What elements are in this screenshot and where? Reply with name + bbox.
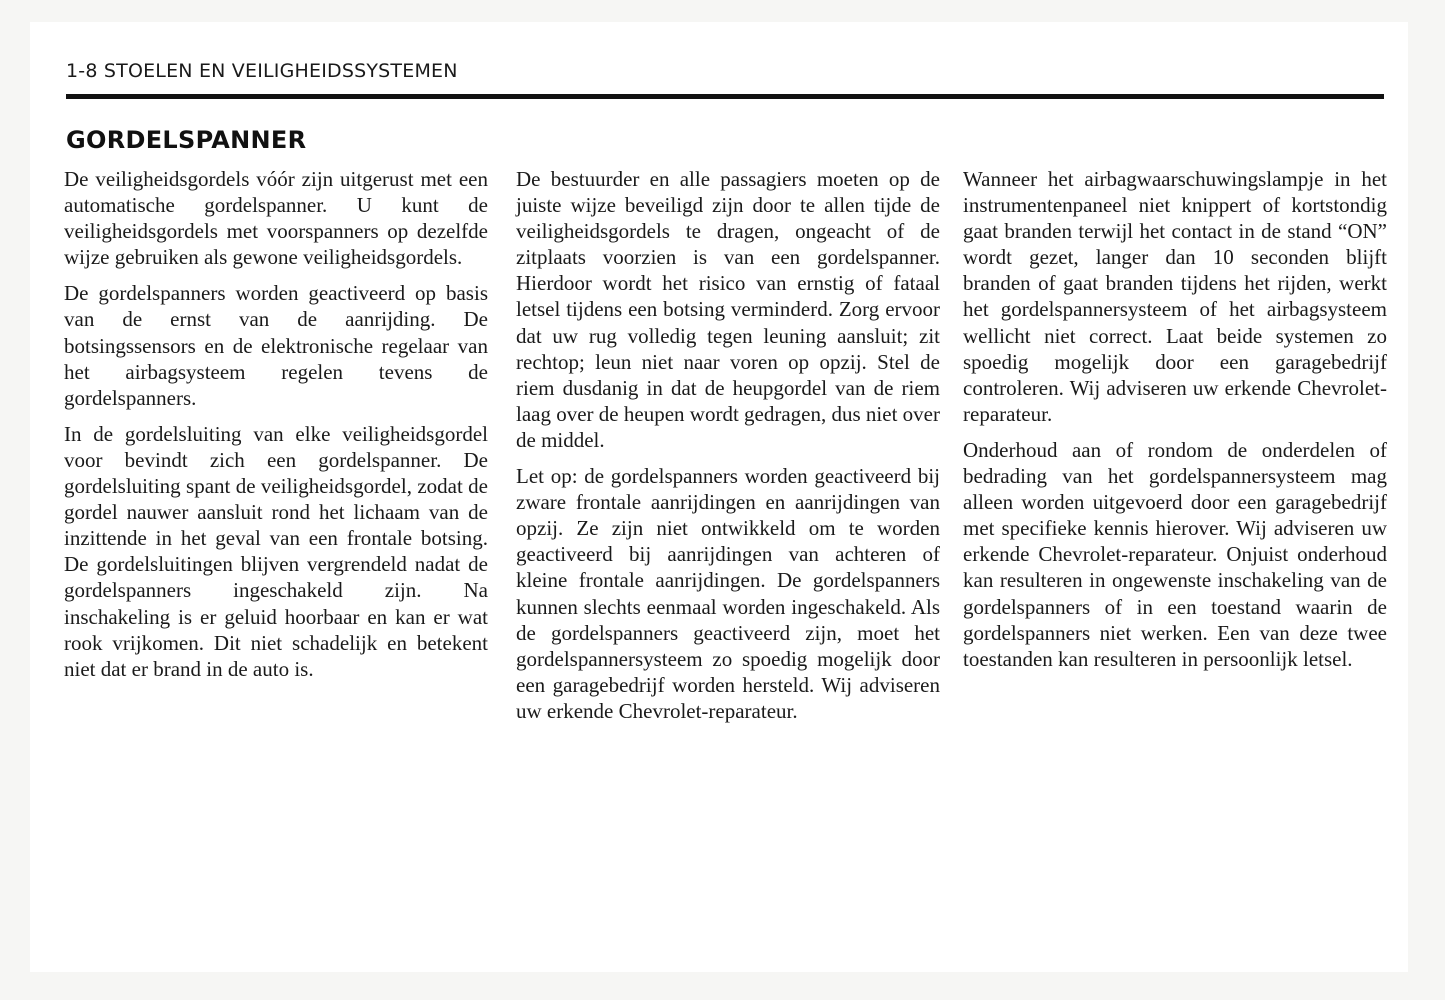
- paragraph: Let op: de gordelspanners worden geactiveerd bij zware frontale aanrijdingen en aanrijdingen van opzij. Ze zijn niet ontwikkeld om te worden geactiveerd bij aanrijdingen van achteren of kleine frontale aanrijdingen. De gordelspanners kunnen slechts eenmaal worden ingeschakeld. Als de gordelspanners geactiveerd zijn, moet het gordelspannersysteem zo spoedig mogelijk door een garagebedrijf worden hersteld. Wij adviseren uw erkende Chevrolet-reparateur.: [516, 464, 940, 723]
- text-column-2: [516, 166, 940, 734]
- paragraph: De veiligheidsgordels vóór zijn uitgerust met een automatische gordelspanner. U kunt de veiligheidsgordels met voorspanners op dezelfde wijze gebruiken als gewone veiligheidsgordels.: [64, 167, 488, 270]
- text-column-1: [64, 166, 488, 692]
- text-column-3: [963, 166, 1387, 682]
- header-rule: [66, 94, 1384, 99]
- paragraph: In de gordelsluiting van elke veiligheidsgordel voor bevindt zich een gordelspanner. De gordelsluiting spant de veiligheidsgordel, zodat de gordel nauwer aansluit rond het lichaam van de inzittende in het geval van een frontale botsing. De gordelsluitingen blijven vergrendeld nadat de gordelspanners ingeschakeld zijn. Na inschakeling is er geluid hoorbaar en kan er wat rook vrijkomen. Dit niet schadelijk en betekent niet dat er brand in de auto is.: [64, 421, 488, 681]
- paragraph: De bestuurder en alle passagiers moeten op de juiste wijze beveiligd zijn door te allen tijde de veiligheidsgordels te dragen, ongeacht of de zitplaats voorzien is van een gordelspanner. Hierdoor wordt het risico van ernstig of fataal letsel tijdens een botsing verminderd. Zorg ervoor dat uw rug volledig tegen leuning aansluit; zit rechtop; leun niet naar voren op opzij. Stel de riem dusdanig in dat de heupgordel van de riem laag over de heupen wordt gedragen, dus niet over de middel.: [516, 167, 940, 452]
- paragraph: Onderhoud aan of rondom de onderdelen of bedrading van het gordelspannersysteem mag alleen worden uitgevoerd door een garagebedrijf met specifieke kennis hierover. Wij adviseren uw erkende Chevrolet-reparateur. Onjuist onderhoud kan resulteren in ongewenste inschakeling van de gordelspanners of in een toestand waarin de gordelspanners niet werken. Een van deze twee toestanden kan resulteren in persoonlijk letsel.: [963, 437, 1387, 671]
- paragraph: Wanneer het airbagwaarschuwingslampje in het instrumentenpaneel niet knippert of kortstondig gaat branden terwijl het contact in de stand “ON” wordt gezet, langer dan 10 seconden blijft branden of gaat branden tijdens het rijden, werkt het gordelspannersysteem of het airbagsysteem wellicht niet correct. Laat beide systemen zo spoedig mogelijk door een garagebedrijf controleren. Wij adviseren uw erkende Chevrolet-reparateur.: [963, 167, 1387, 426]
- page-header: 1-8 STOELEN EN VEILIGHEIDSSYSTEMEN: [66, 60, 458, 82]
- section-title: GORDELSPANNER: [66, 126, 307, 154]
- paragraph: De gordelspanners worden geactiveerd op basis van de ernst van de aanrijding. De botsingssensors en de elektronische regelaar van het airbagsysteem regelen tevens de gordelspanners.: [64, 281, 488, 410]
